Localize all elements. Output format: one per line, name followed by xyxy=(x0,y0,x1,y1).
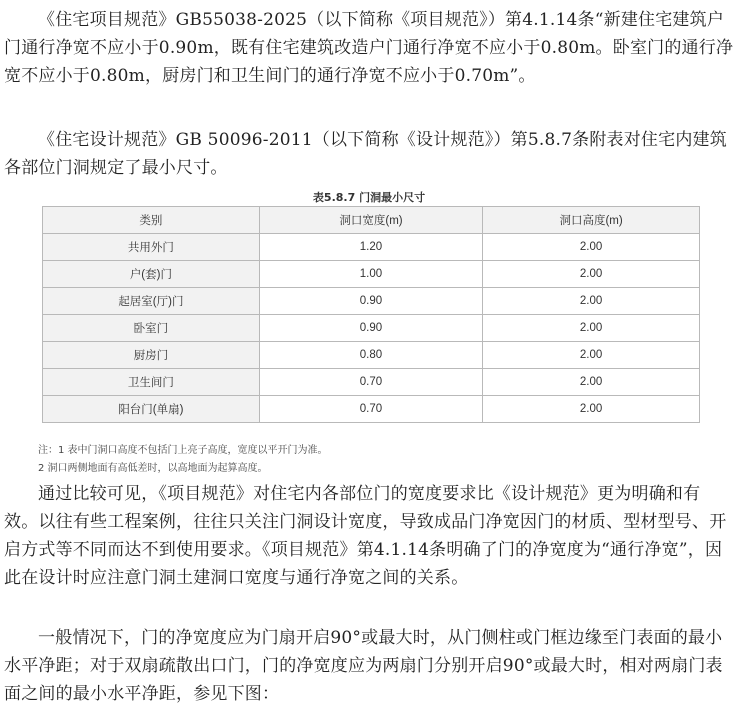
row-width: 0.90 xyxy=(259,315,482,342)
row-height: 2.00 xyxy=(483,315,700,342)
row-category: 卧室门 xyxy=(43,315,260,342)
table-row xyxy=(43,369,700,396)
row-width: 1.00 xyxy=(259,261,482,288)
table-note-2: 2 洞口两侧地面有高低差时，以高地面为起算高度。 xyxy=(38,463,268,474)
header-category: 类别 xyxy=(43,207,260,234)
row-height: 2.00 xyxy=(483,288,700,315)
table-row xyxy=(43,315,700,342)
row-height: 2.00 xyxy=(483,396,700,423)
row-width: 0.90 xyxy=(259,288,482,315)
header-height: 洞口高度(m) xyxy=(483,207,700,234)
door-size-table xyxy=(42,206,700,423)
table-note-1: 注：1 表中门洞口高度不包括门上亮子高度，宽度以平开门为准。 xyxy=(38,445,328,456)
row-width: 0.70 xyxy=(259,396,482,423)
row-width: 0.70 xyxy=(259,369,482,396)
row-width: 1.20 xyxy=(259,234,482,261)
row-width: 0.80 xyxy=(259,342,482,369)
table-notes xyxy=(38,442,328,478)
row-height: 2.00 xyxy=(483,261,700,288)
row-category: 厨房门 xyxy=(43,342,260,369)
row-height: 2.00 xyxy=(483,369,700,396)
row-category: 起居室(厅)门 xyxy=(43,288,260,315)
table-row xyxy=(43,234,700,261)
table-row xyxy=(43,261,700,288)
paragraph-project-code: 《住宅项目规范》GB55038-2025（以下简称《项目规范》）第4.1.14条“新建住宅建筑户门通行净宽不应小于0.90m，既有住宅建筑改造户门通行净宽不应小于0.80m。卧室门的通行净宽不应小于0.80m，厨房门和卫生间门的通行净宽不应小于0.70m”。 xyxy=(4,10,734,86)
table-row xyxy=(43,396,700,423)
row-category: 阳台门(单扇) xyxy=(43,396,260,423)
header-width: 洞口宽度(m) xyxy=(259,207,482,234)
table-header-row xyxy=(43,207,700,234)
table-row xyxy=(43,342,700,369)
paragraph-design-code: 《住宅设计规范》GB 50096-2011（以下简称《设计规范》）第5.8.7条附表对住宅内建筑各部位门洞规定了最小尺寸。 xyxy=(4,130,727,178)
row-category: 卫生间门 xyxy=(43,369,260,396)
table-title: 表5.8.7 门洞最小尺寸 xyxy=(312,191,426,204)
row-height: 2.00 xyxy=(483,342,700,369)
row-category: 共用外门 xyxy=(43,234,260,261)
table-row xyxy=(43,288,700,315)
paragraph-comparison: 通过比较可见，《项目规范》对住宅内各部位门的宽度要求比《设计规范》更为明确和有效。以往有些工程案例，往往只关注门洞设计宽度，导致成品门净宽因门的材质、型材型号、开启方式等不同而达不到使用要求。《项目规范》第4.1.14条明确了门的净宽度为“通行净宽”，因此在设计时应注意门洞土建洞口宽度与通行净宽之间的关系。 xyxy=(4,484,727,588)
paragraph-clear-width-definition: 一般情况下，门的净宽度应为门扇开启90°或最大时，从门侧柱或门框边缘至门表面的最小水平净距；对于双扇疏散出口门，门的净宽度应为两扇门分别开启90°或最大时，相对两扇门表面之间的最小水平净距，参见下图： xyxy=(4,628,723,704)
row-category: 户(套)门 xyxy=(43,261,260,288)
row-height: 2.00 xyxy=(483,234,700,261)
